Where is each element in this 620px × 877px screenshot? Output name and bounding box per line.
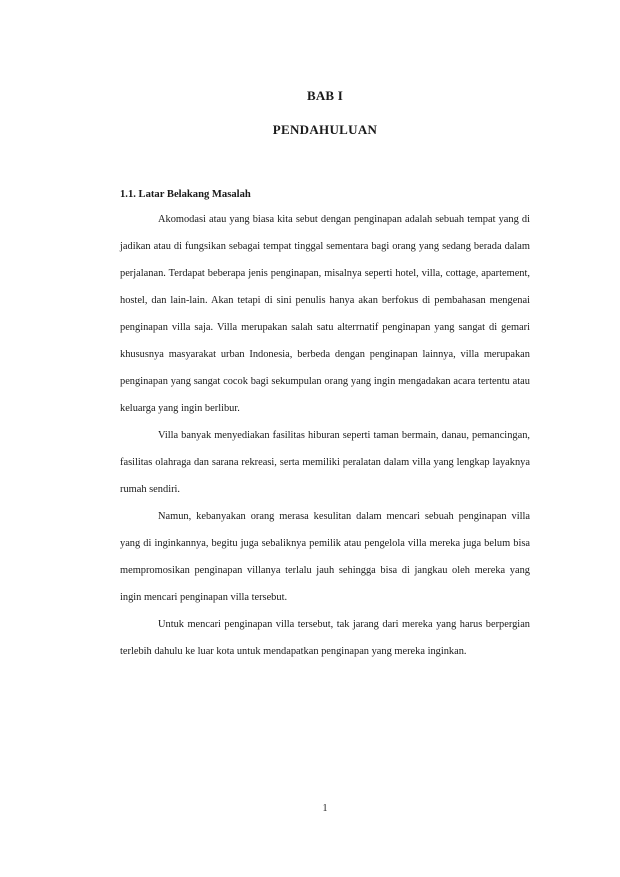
chapter-number: BAB I bbox=[306, 88, 344, 103]
section-heading: 1.1. Latar Belakang Masalah bbox=[120, 189, 251, 200]
paragraph-3: Namun, kebanyakan orang merasa kesulitan dalam mencari sebuah penginapan villa yang di inginkannya, begitu juga sebaliknya pemilik atau pengelola villa mereka juga belum bisa mempromosikan penginapan villanya terlalu jauh sehingga bisa di jangkau oleh mereka yang ingin mencari penginapan villa tersebut. bbox=[120, 511, 530, 603]
chapter-title: PENDAHULUAN bbox=[272, 122, 378, 137]
paragraph-4: Untuk mencari penginapan villa tersebut, tak jarang dari mereka yang harus berpergian terlebih dahulu ke luar kota untuk mendapatkan penginapan yang mereka inginkan. bbox=[120, 619, 530, 657]
paragraph-2: Villa banyak menyediakan fasilitas hiburan seperti taman bermain, danau, pemancingan, fasilitas olahraga dan sarana rekreasi, serta memiliki peralatan dalam villa yang lengkap layaknya rumah sendiri. bbox=[120, 430, 530, 495]
body-text bbox=[120, 184, 530, 665]
page-number: 1 bbox=[322, 803, 328, 814]
paragraph-1: Akomodasi atau yang biasa kita sebut dengan penginapan adalah sebuah tempat yang di jadikan atau di fungsikan sebagai tempat tinggal sementara bagi orang yang sedang berada dalam perjalanan. Terdapat beberapa jenis penginapan, misalnya seperti hotel, villa, cottage, apartement, hostel, dan lain-lain. Akan tetapi di sini penulis hanya akan berfokus di pembahasan mengenai penginapan villa saja. Villa merupakan salah satu alterrnatif penginapan yang sangat di gemari khususnya masyarakat urban Indonesia, berbeda dengan penginapan lainnya, villa merupakan penginapan yang sangat cocok bagi sekumpulan orang yang ingin mengadakan acara tertentu atau keluarga yang ingin berlibur. bbox=[120, 214, 530, 414]
